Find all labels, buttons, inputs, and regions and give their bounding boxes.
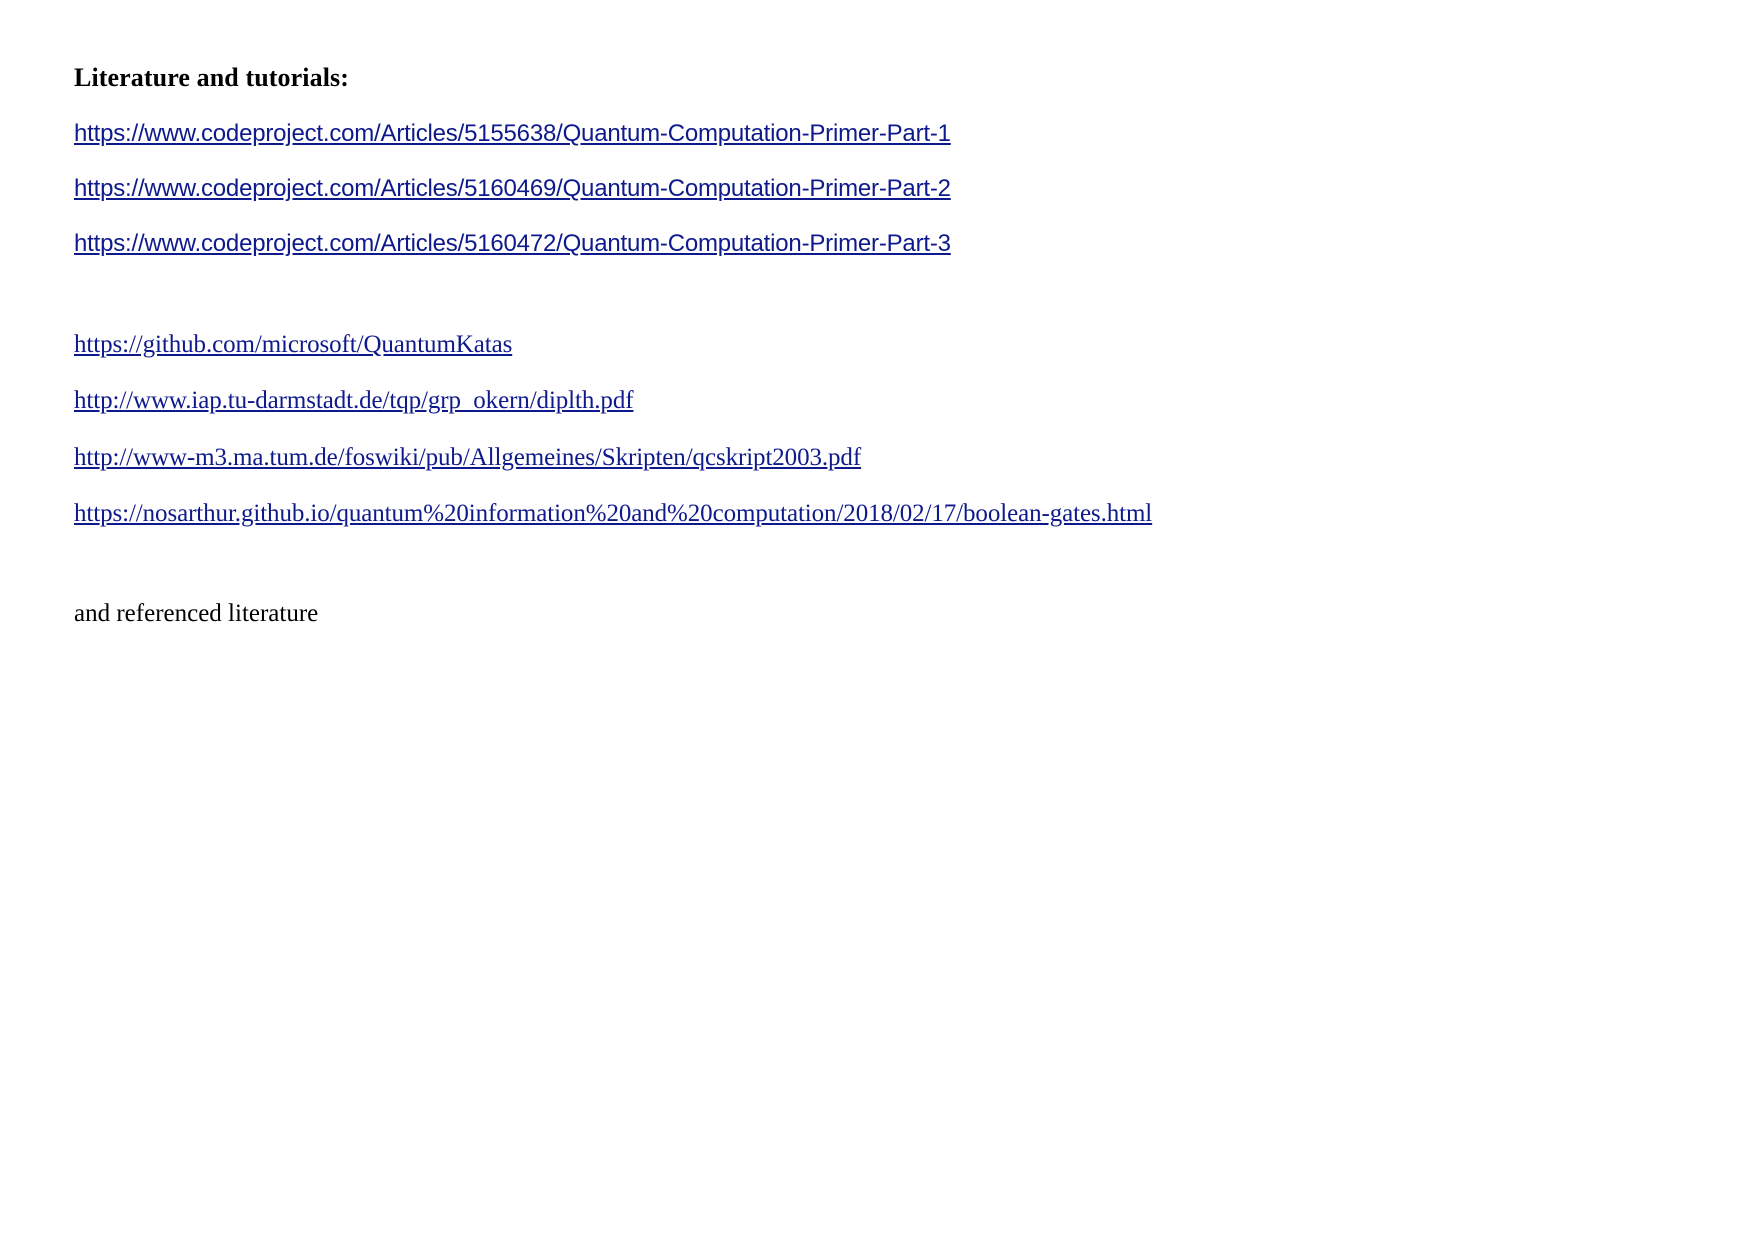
list-item xyxy=(74,329,1684,360)
list-item xyxy=(74,498,1684,529)
page-title: Literature and tutorials: xyxy=(74,63,349,92)
section-spacer xyxy=(74,284,1684,329)
link-codeproject-part-3[interactable]: https://www.codeproject.com/Articles/5160472/Quantum-Computation-Primer-Part-3 xyxy=(74,230,951,258)
closing-paragraph: and referenced literature xyxy=(74,600,319,628)
list-item xyxy=(74,385,1684,416)
link-github-quantumkatas[interactable]: https://github.com/microsoft/QuantumKatas xyxy=(74,331,513,359)
link-codeproject-part-2[interactable]: https://www.codeproject.com/Articles/5160469/Quantum-Computation-Primer-Part-2 xyxy=(74,175,951,203)
list-item xyxy=(74,229,1684,259)
list-item xyxy=(74,442,1684,473)
link-group-codeproject xyxy=(74,119,1684,259)
link-nosarthur-boolean-gates[interactable]: https://nosarthur.github.io/quantum%20information%20and%20computation/2018/02/17/boolean-gates.html xyxy=(74,499,1153,527)
link-tum-qcskript[interactable]: http://www-m3.ma.tum.de/foswiki/pub/Allgemeines/Skripten/qcskript2003.pdf xyxy=(74,443,862,471)
link-tu-darmstadt-diplth[interactable]: http://www.iap.tu-darmstadt.de/tqp/grp_okern/diplth.pdf xyxy=(74,387,634,415)
list-item xyxy=(74,174,1684,204)
section-spacer xyxy=(74,554,1684,598)
link-group-references xyxy=(74,329,1684,529)
list-item xyxy=(74,119,1684,149)
link-codeproject-part-1[interactable]: https://www.codeproject.com/Articles/5155638/Quantum-Computation-Primer-Part-1 xyxy=(74,120,951,148)
